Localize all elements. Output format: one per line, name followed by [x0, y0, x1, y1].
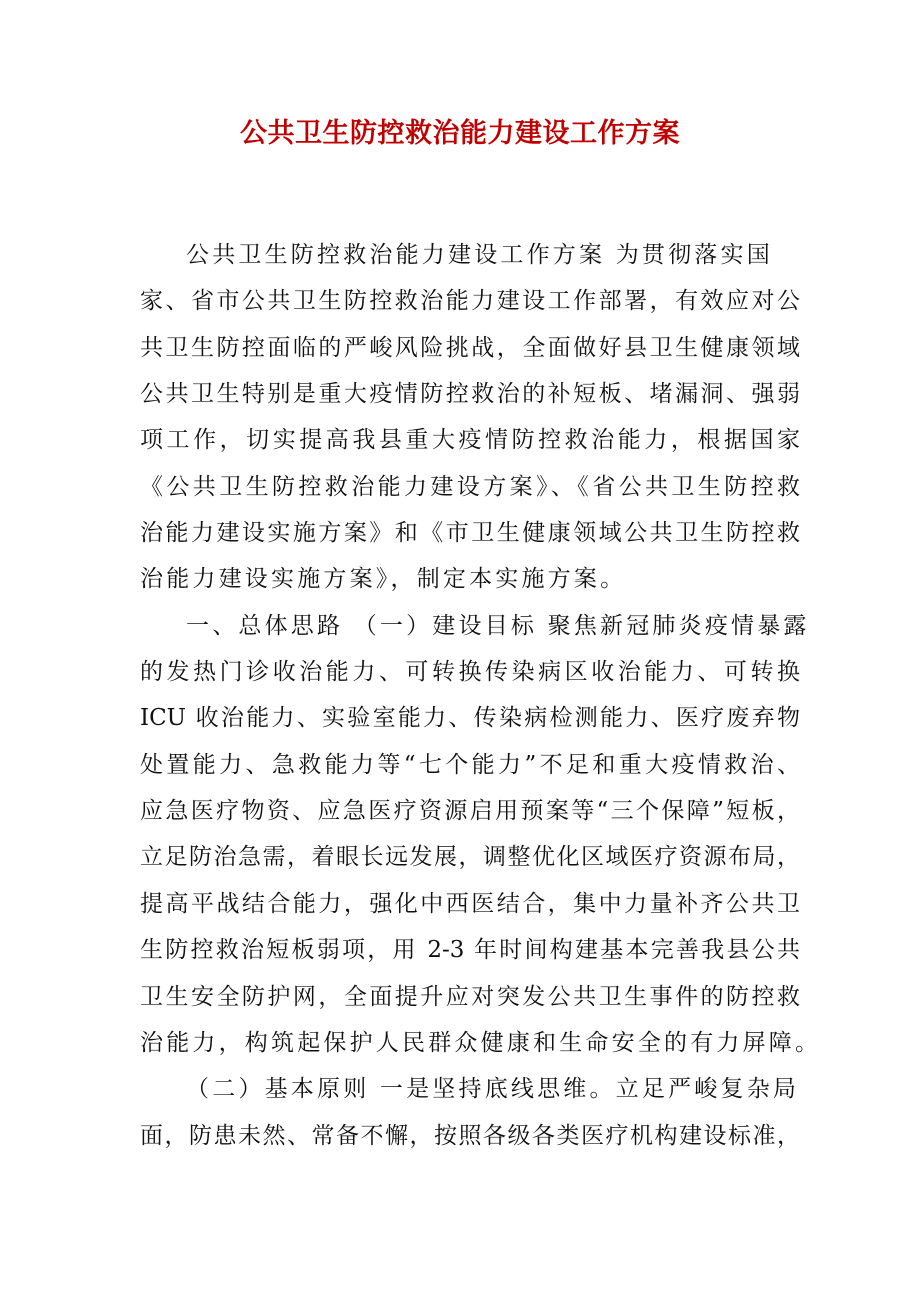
text-line: 立足防治急需，着眼长远发展，调整优化区域医疗资源布局， — [140, 844, 800, 871]
document-body — [140, 232, 822, 1159]
text-line: 治能力建设实施方案》，制定本实施方案。 — [140, 566, 627, 593]
text-line: 一、总体思路 （一）建设目标 聚焦新冠肺炎疫情暴露 — [186, 612, 810, 639]
text-line: 共卫生防控面临的严峻风险挑战，全面做好县卫生健康领域 — [140, 334, 800, 361]
text-line: ICU 收治能力、实验室能力、传染病检测能力、医疗废弃物 — [140, 705, 800, 732]
text-line: 治能力，构筑起保护人民群众健康和生命安全的有力屏障。 — [140, 1029, 822, 1056]
paragraph-intro — [140, 232, 800, 603]
paragraph-basic-principles — [140, 1066, 800, 1159]
text-line: （二）基本原则 一是坚持底线思维。立足严峻复杂局 — [186, 1076, 800, 1103]
text-line: 公共卫生防控救治能力建设工作方案 为贯彻落实国 — [186, 242, 773, 268]
document-title: 公共卫生防控救治能力建设工作方案 — [240, 118, 680, 149]
text-line: 的发热门诊收治能力、可转换传染病区收治能力、可转换 — [140, 659, 800, 686]
text-line: 提高平战结合能力，强化中西医结合，集中力量补齐公共卫 — [140, 890, 800, 917]
text-line: 项工作，切实提高我县重大疫情防控救治能力，根据国家 — [140, 427, 800, 454]
text-line: 处置能力、急救能力等“七个能力”不足和重大疫情救治、 — [140, 751, 800, 778]
text-line: 应急医疗物资、应急医疗资源启用预案等“三个保障”短板， — [140, 798, 800, 825]
paragraph-general-approach — [140, 603, 822, 1066]
text-line: 家、省市公共卫生防控救治能力建设工作部署，有效应对公 — [140, 288, 800, 315]
text-line: 卫生安全防护网，全面提升应对突发公共卫生事件的防控救 — [140, 983, 800, 1010]
text-line: 公共卫生特别是重大疫情防控救治的补短板、堵漏洞、强弱 — [140, 381, 800, 408]
text-line: 面，防患未然、常备不懈，按照各级各类医疗机构建设标准， — [140, 1122, 800, 1149]
text-line: 《公共卫生防控救治能力建设方案》、《省公共卫生防控救 — [140, 473, 800, 500]
text-line: 生防控救治短板弱项，用 2-3 年时间构建基本完善我县公共 — [140, 937, 800, 964]
text-line: 治能力建设实施方案》和《市卫生健康领域公共卫生防控救 — [140, 520, 800, 547]
